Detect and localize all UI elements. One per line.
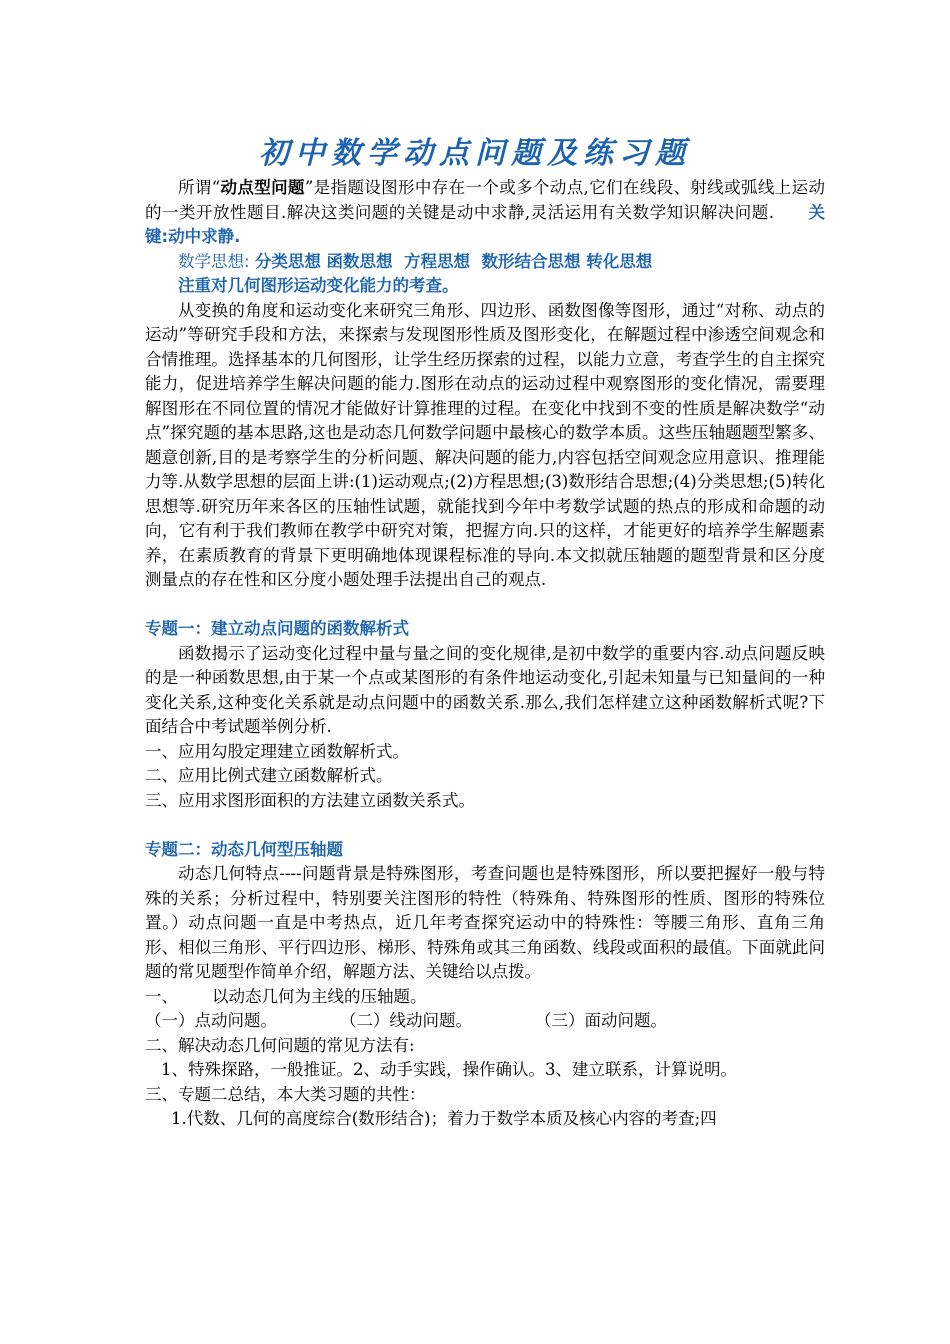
topic2-paragraph: 动态几何特点----问题背景是特殊图形，考查问题也是特殊图形，所以要把握好一般与特殊的关系；分析过程中，特别要关注图形的特性（特殊角、特殊图形的性质、图形的特殊位置。）动点问题一直是中考热点，近几年考查探究运动中的特殊性：等腰三角形、直角三角形、相似三角形、平行四边形、梯形、特殊角或其三角函数、线段或面积的最值。下面就此问题的常见题型作简单介绍，解题方法、关键给以点拨。	[145, 864, 825, 981]
topic1-paragraph: 函数揭示了运动变化过程中量与量之间的变化规律,是初中数学的重要内容.动点问题反映的是一种函数思想,由于某一个点或某图形的有条件地运动变化,引起未知量与已知量间的一种变化关系,这种变化关系就是动点问题中的函数关系.那么,我们怎样建立这种函数解析式呢?下面结合中考试题举例分析.	[145, 643, 825, 736]
main-paragraph: 从变换的角度和运动变化来研究三角形、四边形、函数图像等图形，通过“对称、动点的运动”等研究手段和方法，来探索与发现图形性质及图形变化，在解题过程中渗透空间观念和合情推理。选择基本的几何图形，让学生经历探索的过程，以能力立意，考查学生的自主探究能力，促进培养学生解决问题的能力.图形在动点的运动过程中观察图形的变化情况，需要理解图形在不同位置的情况才能做好计算推理的过程。在变化中找到不变的性质是解决数学“动点”探究题的基本思路,这也是动态几何数学问题中最核心的数学本质。这些压轴题题型繁多、题意创新,目的是考察学生的分析问题、解决问题的能力,内容包括空间观念应用意识、推理能力等.从数学思想的层面上讲:(1)运动观点;(2)方程思想;(3)数形结合思想;(4)分类思想;(5)转化思想等.研究历年来各区的压轴性试题，就能找到今年中考数学试题的热点的形成和命题的动向，它有利于我们教师在教学中研究对策，把握方向.只的这样，才能更好的培养学生解题素养，在素质教育的背景下更明确地体现课程标准的导向.本文拟就压轴题的题型背景和区分度测量点的存在性和区分度小题处理手法提出自己的观点.	[145, 300, 825, 589]
intro-prefix: 所谓“	[178, 178, 221, 197]
thinking-items: 分类思想 函数思想 方程思想 数形结合思想 转化思想	[254, 251, 653, 271]
intro-text: ”是指题设图形中存在一个或多个动点,它们在线段、射线或弧线上运动的一类开放性题目.解决这类问题的关键是动中求静,灵活运用有关数学知识解决问题.	[145, 178, 826, 222]
thinking-line	[145, 250, 825, 275]
sub-item-plane: （三）面动问题。	[535, 1011, 667, 1030]
topic2-item-2-detail: 1、特殊探路，一般推证。2、动手实践，操作确认。3、建立联系，计算说明。	[161, 1060, 737, 1079]
topic1-item-2: 二、应用比例式建立函数解析式。	[145, 766, 393, 785]
topic1-heading: 专题一：建立动点问题的函数解析式	[145, 619, 409, 638]
document-body	[145, 176, 825, 1132]
topic1-item-3: 三、应用求图形面积的方法建立函数关系式。	[145, 790, 475, 810]
intro-key: 关键:动中求静.	[145, 202, 825, 246]
document-title: 初中数学动点问题及练习题	[259, 136, 691, 171]
focus-line: 注重对几何图形运动变化能力的考查。	[178, 276, 459, 295]
topic2-heading: 专题二：动态几何型压轴题	[145, 839, 343, 859]
topic1-item-1: 一、应用勾股定理建立函数解析式。	[145, 741, 409, 761]
topic2-item-1	[145, 985, 825, 1010]
intro-term: 动点型问题	[220, 178, 305, 197]
thinking-label: 数学思想:	[178, 251, 250, 271]
topic2-item-1-text: 以动态几何为主线的压轴题。	[212, 986, 427, 1006]
topic2-item-3-detail: 1.代数、几何的高度综合(数形结合)；着力于数学本质及核心内容的考查;四	[171, 1109, 717, 1128]
topic2-item-1-num: 一、	[145, 986, 178, 1006]
topic2-item-3: 三、专题二总结，本大类习题的共性：	[145, 1084, 426, 1104]
topic2-sub-items	[145, 1009, 825, 1034]
sub-item-line: （二）线动问题。	[340, 1011, 472, 1030]
intro-paragraph	[145, 176, 825, 250]
sub-item-point: （一）点动问题。	[145, 1011, 277, 1030]
topic2-item-2: 二、解决动态几何问题的常见方法有:	[145, 1035, 415, 1055]
